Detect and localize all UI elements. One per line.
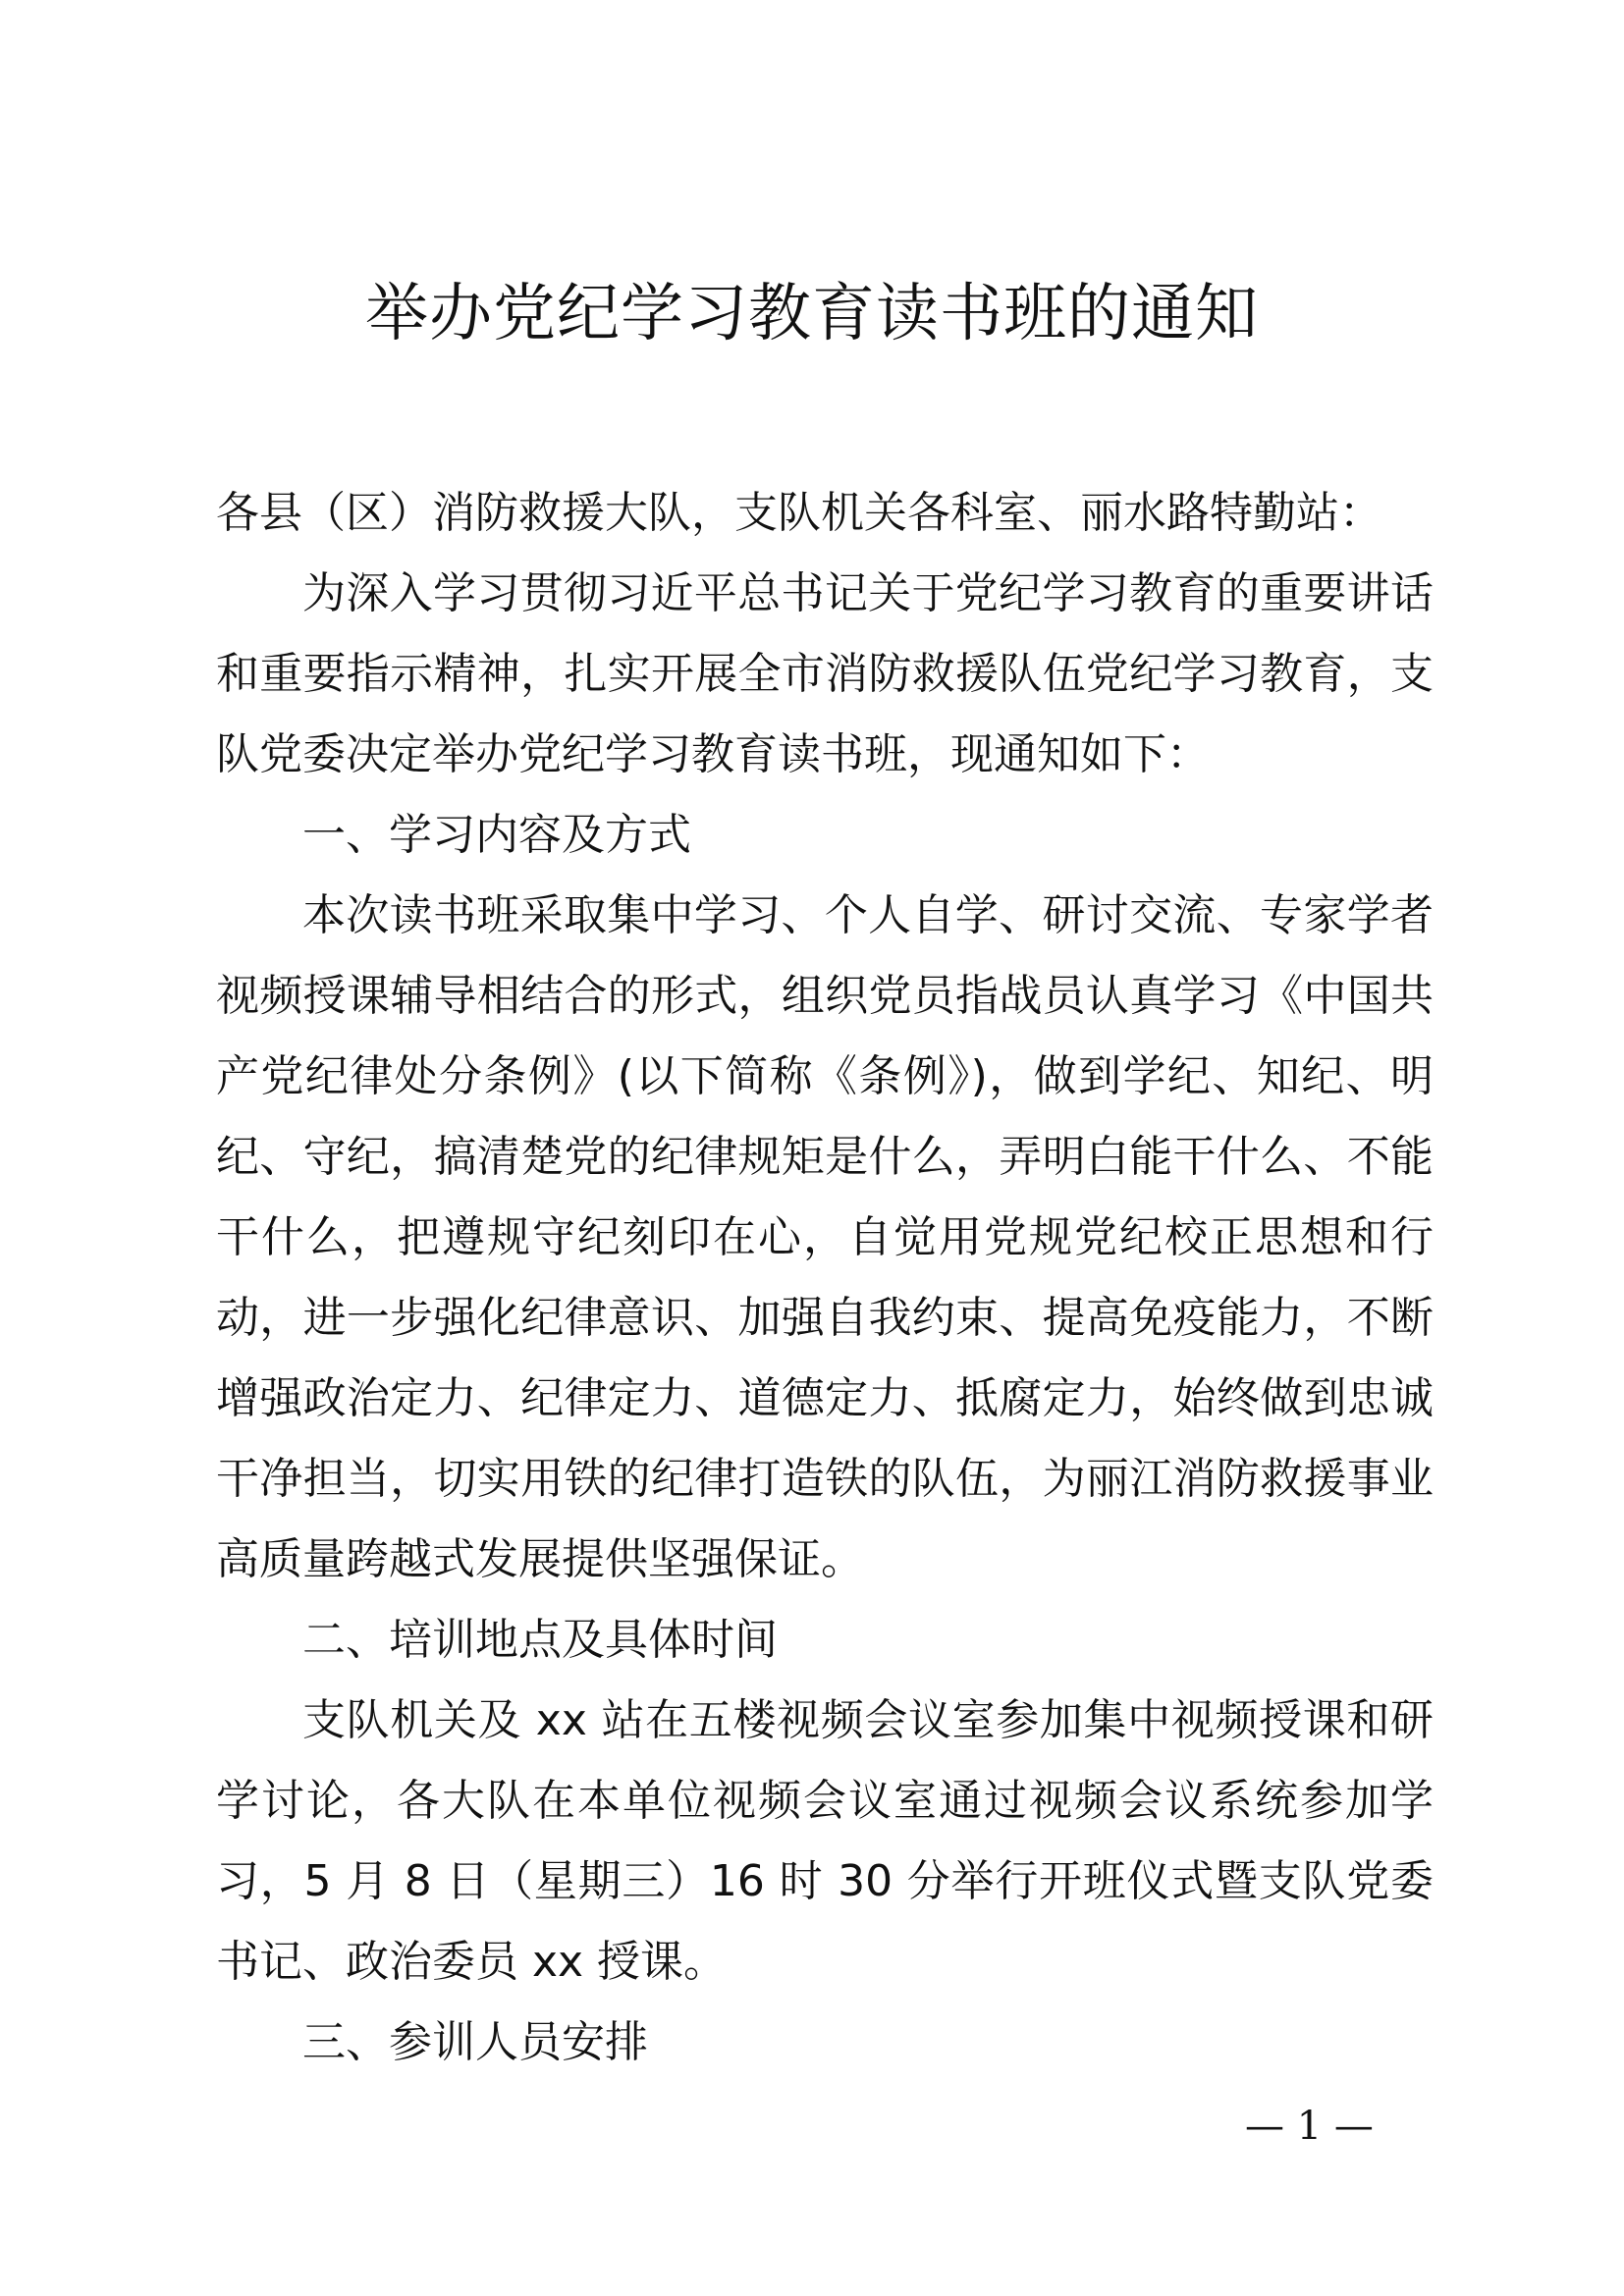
page-number: — 1 — bbox=[1245, 2104, 1374, 2149]
section-body-2: 支队机关及 xx 站在五楼视频会议室参加集中视频授课和研学讨论，各大队在本单位视频会议室通过视频会议系统参加学习，5 月 8 日（星期三）16 时 30 分举行开班仪式暨支队党委书记、政治委员 xx 授课。 bbox=[216, 1695, 1434, 1987]
salutation: 各县（区）消防救援大队，支队机关各科室、丽水路特勤站： bbox=[216, 488, 1382, 538]
document-title: 举办党纪学习教育读书班的通知 bbox=[365, 278, 1259, 350]
section-heading-2: 二、培训地点及具体时间 bbox=[302, 1615, 778, 1665]
section-heading-3: 三、参训人员安排 bbox=[302, 2017, 648, 2067]
intro-paragraph: 为深入学习贯彻习近平总书记关于党纪学习教育的重要讲话和重要指示精神，扎实开展全市消防救援队伍党纪学习教育，支队党委决定举办党纪学习教育读书班，现通知如下： bbox=[216, 568, 1434, 779]
section-heading-1: 一、学习内容及方式 bbox=[302, 810, 691, 860]
document-body bbox=[216, 473, 1434, 2083]
section-body-1: 本次读书班采取集中学习、个人自学、研讨交流、专家学者视频授课辅导相结合的形式，组织党员指战员认真学习《中国共产党纪律处分条例》(以下简称《条例》)，做到学纪、知纪、明纪、守纪，搞清楚党的纪律规矩是什么，弄明白能干什么、不能干什么，把遵规守纪刻印在心，自觉用党规党纪校正思想和行动，进一步强化纪律意识、加强自我约束、提高免疫能力，不断增强政治定力、纪律定力、道德定力、抵腐定力，始终做到忠诚干净担当，切实用铁的纪律打造铁的队伍，为丽江消防救援事业高质量跨越式发展提供坚强保证。 bbox=[216, 890, 1434, 1584]
